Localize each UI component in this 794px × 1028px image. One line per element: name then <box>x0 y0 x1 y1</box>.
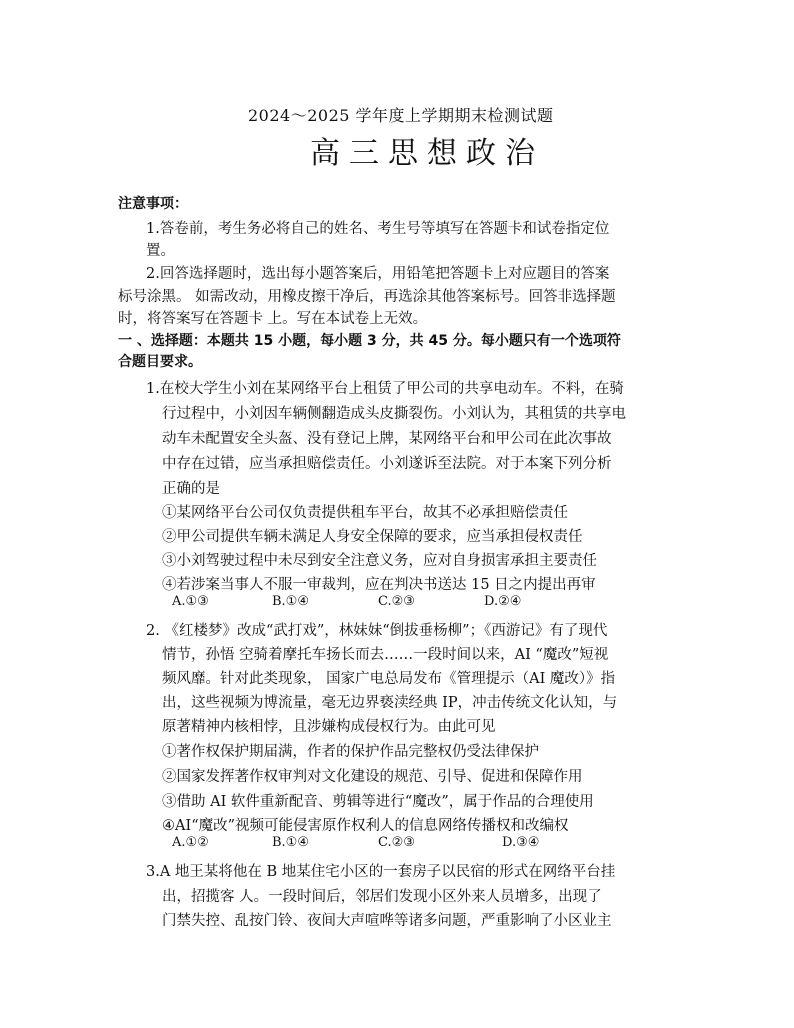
q2-option-a[interactable]: A.①② <box>172 835 209 850</box>
q2-options <box>172 835 572 853</box>
q3-stem-line: 出，招揽客 人。一段时间后，邻居们发现小区外来人员增多，出现了 <box>162 889 602 905</box>
q1-stem-line: 动车未配置安全头盔、没有登记上牌，某网络平台和甲公司在此次事故 <box>162 431 612 447</box>
q2-option-c[interactable]: C.②③ <box>378 835 415 850</box>
notice-item-2-line-1: 2.回答选择题时，选出每小题答案后，用铅笔把答题卡上对应题目的答案 <box>146 266 610 282</box>
q2-stem-line: 情节，孙悟 空骑着摩托车扬长而去……一段时间以来，AI “魔改”短视 <box>162 647 609 663</box>
q1-stem-line: 1.在校大学生小刘在某网络平台上租赁了甲公司的共享电动车。不料，在骑 <box>146 381 624 397</box>
q1-stem-line: 正确的是 <box>162 481 220 497</box>
q2-option-b[interactable]: B.①④ <box>272 835 309 850</box>
q1-option-c[interactable]: C.②③ <box>378 594 415 609</box>
q1-stem-line: 行过程中，小刘因车辆侧翻造成头皮撕裂伤。小刘认为，其租赁的共享电 <box>162 406 626 422</box>
q1-option-d[interactable]: D.②④ <box>484 594 522 609</box>
q2-option-d[interactable]: D.③④ <box>502 835 540 850</box>
q3-stem-line: 门禁失控、乱按门铃、夜间大声喧哗等诸多问题，严重影响了小区业主 <box>162 913 612 929</box>
q2-statement: ③借助 AI 软件重新配音、剪辑等进行“魔改”，属于作品的合理使用 <box>162 794 594 810</box>
q1-statement: ①某网络平台公司仅负责提供租车平台，故其不必承担赔偿责任 <box>162 505 568 521</box>
q1-statement: ②甲公司提供车辆未满足人身安全保障的要求，应当承担侵权责任 <box>162 529 583 545</box>
q2-stem-line: 出，这些视频为博流量，毫无边界亵渎经典 IP，冲击传统文化认知，与 <box>162 695 618 711</box>
q1-stem-line: 中存在过错，应当承担赔偿责任。小刘遂诉至法院。对于本案下列分析 <box>162 456 612 472</box>
q1-options <box>172 594 572 612</box>
section-1-heading-line-2: 合题目要求。 <box>118 354 202 370</box>
notice-heading: 注意事项： <box>118 196 188 212</box>
notice-item-2-line-2: 标号涂黑。 如需改动，用橡皮擦干净后，再选涂其他答案标号。回答非选择题 <box>118 289 616 305</box>
q2-stem-line: 频风靡。针对此类现象， 国家广电总局发布《管理提示（AI 魔改）》指 <box>162 671 616 687</box>
q1-option-a[interactable]: A.①③ <box>172 594 209 609</box>
notice-item-1-line-2: 置。 <box>146 243 175 259</box>
exam-subtitle: 2024～2025 学年度上学期期末检测试题 <box>248 106 554 125</box>
q2-statement: ②国家发挥著作权审判对文化建设的规范、引导、促进和保障作用 <box>162 769 583 785</box>
q2-stem-line: 原著精神内核相悖，且涉嫌构成侵权行为。由此可见 <box>162 719 496 735</box>
q1-statement: ④若涉案当事人不服一审裁判，应在判决书送达 15 日之内提出再审 <box>162 577 596 593</box>
notice-item-1-line-1: 1.答卷前，考生务必将自己的姓名、考生号等填写在答题卡和试卷指定位 <box>146 221 610 237</box>
q1-statement: ③小刘驾驶过程中未尽到安全注意义务，应对自身损害承担主要责任 <box>162 553 597 569</box>
q1-option-b[interactable]: B.①④ <box>272 594 309 609</box>
notice-item-2-line-3: 时，将答案写在答题卡 上。写在本试卷上无效。 <box>118 311 428 327</box>
section-1-heading-line-1: 一 、选择题：本题共 15 小题，每小题 3 分，共 45 分。每小题只有一个选项符 <box>118 333 621 349</box>
q2-stem-line: 2. 《红楼梦》改成“武打戏”，林妹妹“倒拔垂杨柳”；《西游记》有了现代 <box>146 623 608 639</box>
q3-stem-line: 3.A 地王某将他在 B 地某住宅小区的一套房子以民宿的形式在网络平台挂 <box>146 864 616 880</box>
q2-statement: ④AI“魔改”视频可能侵害原作权利人的信息网络传播权和改编权 <box>162 818 569 834</box>
exam-title: 高三思想政治 <box>310 136 544 171</box>
q2-statement: ①著作权保护期届满，作者的保护作品完整权仍受法律保护 <box>162 744 539 760</box>
